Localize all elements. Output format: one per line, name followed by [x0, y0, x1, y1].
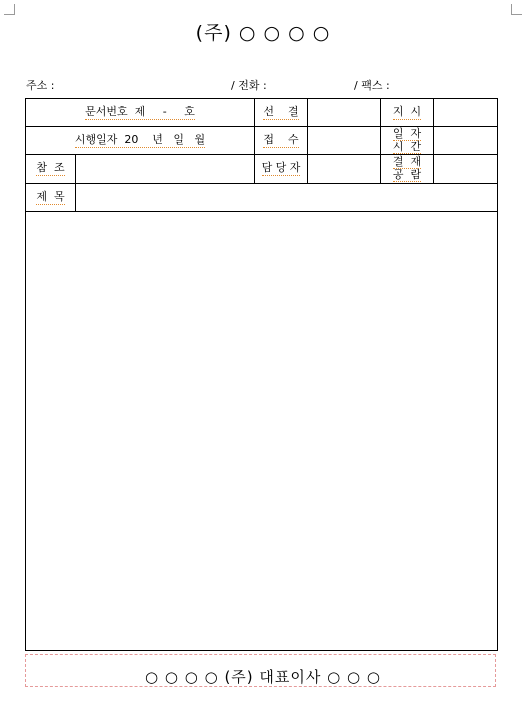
- issue-date-text: 시행일자 20 년 일 월: [74, 132, 206, 146]
- doc-number-label: [26, 99, 254, 126]
- company-title: (주) ○ ○ ○ ○: [195, 22, 331, 44]
- reference-label: [26, 155, 75, 183]
- table-divider: [25, 211, 498, 212]
- table-divider: [25, 183, 498, 184]
- reference-text: 참 조: [36, 161, 65, 174]
- date-text: 일 자: [392, 126, 422, 140]
- pre-approval-label: [255, 99, 307, 126]
- table-border: [497, 98, 498, 651]
- person-in-charge-text: 담 당 자: [261, 161, 301, 174]
- receipt-text: 접 수: [263, 132, 299, 146]
- doc-number-text: 문서번호 제 - 호: [85, 104, 195, 118]
- table-divider: [433, 98, 434, 184]
- address-label: 주소 :: [26, 79, 55, 92]
- subject-label: [26, 184, 75, 211]
- instruction-label: [381, 99, 433, 126]
- instruction-text: 지 시: [392, 104, 422, 118]
- issue-date-label: [26, 127, 254, 154]
- table-divider: [75, 154, 76, 212]
- person-in-charge-label: [255, 155, 307, 183]
- time-text: 시 간: [392, 139, 422, 153]
- datetime-label: [381, 127, 433, 154]
- phone-label: / 전화 :: [231, 79, 267, 92]
- table-border: [25, 650, 498, 651]
- approval-text: 결 재: [392, 155, 422, 168]
- subject-text: 제 목: [36, 189, 65, 203]
- circulation-text: 공 람: [392, 168, 422, 181]
- page-corner-mark: [511, 4, 522, 15]
- ceo-signature-line: ○ ○ ○ ○ (주) 대표이사 ○ ○ ○: [145, 668, 381, 686]
- page-corner-mark: [4, 4, 15, 15]
- pre-approval-text: 선 결: [263, 104, 299, 118]
- table-divider: [307, 98, 308, 184]
- approval-label: [381, 155, 433, 183]
- receipt-label: [255, 127, 307, 154]
- fax-label: / 팩스 :: [354, 79, 390, 92]
